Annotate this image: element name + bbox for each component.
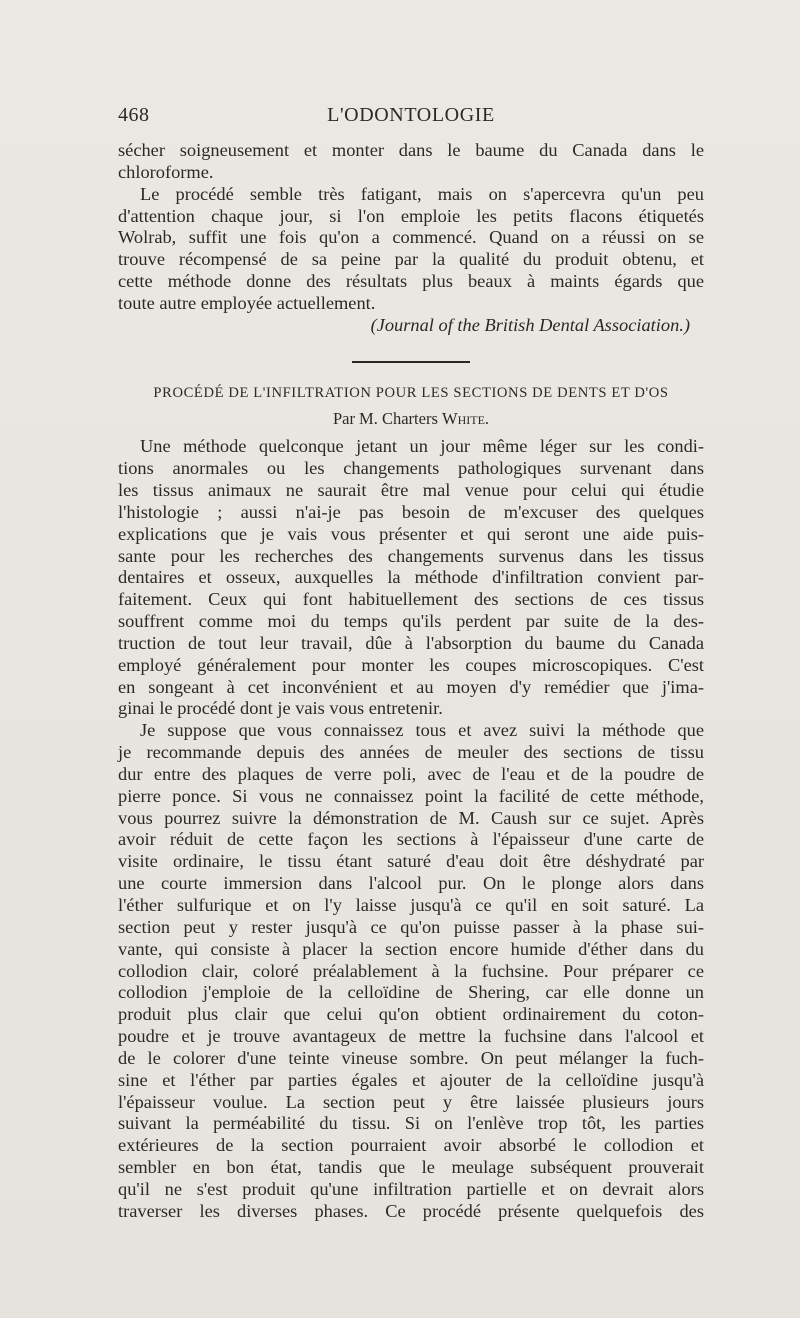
text-line: cette méthode donne des résultats plus beaux à maints égards que: [118, 271, 704, 292]
text-line: extérieures de la section pourraient avoir absorbé le collodion et: [118, 1135, 704, 1156]
text-line: de le colorer d'une teinte vineuse sombre. On peut mélanger la fuch-: [118, 1047, 704, 1068]
text-line: pierre ponce. Si vous ne connaissez point la facilité de cette méthode,: [118, 785, 704, 806]
text-line: poudre et je trouve avantageux de mettre la fuchsine dans l'alcool et: [118, 1026, 704, 1047]
text-line: d'attention chaque jour, si l'on emploie les petits flacons étiquetés: [118, 205, 704, 226]
text-line: suivant la perméabilité du tissu. Si on l'enlève trop tôt, les parties: [118, 1113, 704, 1134]
text-line: explications que je vais vous présenter et qui seront une aide puis-: [118, 523, 704, 544]
text-line: sembler en bon état, tandis que le meulage subséquent prouverait: [118, 1157, 704, 1178]
text-line: avoir réduit de cette façon les sections à l'épaisseur d'une carte de: [118, 829, 704, 850]
page-number: 468: [118, 104, 150, 126]
text-line: dur entre des plaques de verre poli, avec de l'eau et de la poudre de: [118, 763, 704, 784]
section-divider: [352, 361, 470, 363]
page-header: [118, 100, 704, 134]
text-line: vante, qui consiste à placer la section encore humide d'éther dans du: [118, 938, 704, 959]
citation: (Journal of the British Dental Association.): [370, 314, 690, 335]
text-line: sante pour les recherches des changements survenus dans les tissus: [118, 545, 704, 566]
text-line: l'histologie ; aussi n'ai-je pas besoin de m'excuser des quelques: [118, 501, 704, 522]
text-line: souffrent comme moi du temps qu'ils perdent par suite de la des-: [118, 611, 704, 632]
text-line: traverser les diverses phases. Ce procédé présente quelquefois des: [118, 1200, 704, 1221]
text-line: Le procédé semble très fatigant, mais on s'apercevra qu'un peu: [140, 183, 704, 204]
text-line: chloroforme.: [118, 161, 214, 182]
text-line: toute autre employée actuellement.: [118, 292, 376, 313]
text-line: dentaires et osseux, auxquelles la méthode d'infiltration convient par-: [118, 567, 704, 588]
text-line: Je suppose que vous connaissez tous et avez suivi la méthode que: [140, 720, 704, 741]
paragraph-procedure: [118, 184, 704, 315]
text-line: en songeant à cet inconvénient et au moyen d'y remédier que j'ima-: [118, 676, 704, 697]
text-line: collodion clair, coloré préalablement à la fuchsine. Pour préparer ce: [118, 960, 704, 981]
text-line: vous pourrez suivre la démonstration de M. Caush sur ce sujet. Après: [118, 807, 704, 828]
author-name: White.: [442, 409, 490, 429]
text-line: les tissus animaux ne saurait être mal venue pour celui qui étudie: [118, 479, 704, 500]
text-line: collodion j'emploie de la celloïdine de Shering, car elle donne un: [118, 982, 704, 1003]
paragraph-continuation: [118, 140, 704, 184]
text-line: l'épaisseur voulue. La section peut y être laissée plusieurs jours: [118, 1091, 704, 1112]
text-line: tions anormales ou les changements pathologiques survenant dans: [118, 458, 704, 479]
text-line: sine et l'éther par parties égales et ajouter de la celloïdine jusqu'à: [118, 1069, 704, 1090]
text-line: Wolrab, suffit une fois qu'on a commencé. Quand on a réussi on se: [118, 227, 704, 248]
byline-prefix: Par M. Charters: [332, 409, 438, 429]
paragraph-method: [118, 720, 704, 1222]
text-line: truction de tout leur travail, dûe à l'absorption du baume du Canada: [118, 632, 704, 653]
text-line: Une méthode quelconque jetant un jour même léger sur les condi-: [140, 436, 704, 457]
text-line: faitement. Ceux qui font habituellement des sections de ces tissus: [118, 589, 704, 610]
text-line: je recommande depuis des années de meuler des sections de tissu: [118, 742, 704, 763]
text-line: employé généralement pour monter les coupes microscopiques. C'est: [118, 654, 704, 675]
text-line: qu'il ne s'est produit qu'une infiltration partielle et on devrait alors: [118, 1178, 704, 1199]
paragraph-intro: [118, 436, 704, 720]
text-line: sécher soigneusement et monter dans le baume du Canada dans le: [118, 140, 704, 160]
author-byline: [118, 408, 704, 430]
text-line: visite ordinaire, le tissu étant saturé d'eau doit être déshydraté par: [118, 851, 704, 872]
section-title: PROCÉDÉ DE L'INFILTRATION POUR LES SECTIONS DE DENTS ET D'OS: [153, 384, 669, 401]
page-content: [118, 140, 704, 1223]
text-line: l'éther sulfurique et on l'y laisse jusqu'à ce qu'il en soit saturé. La: [118, 895, 704, 915]
text-line: trouve récompensé de sa peine par la qualité du produit obtenu, et: [118, 249, 704, 270]
text-line: section peut y rester jusqu'à ce qu'on puisse passer à la phase sui-: [118, 916, 704, 937]
text-line: ginai le procédé dont je vais vous entretenir.: [118, 698, 443, 719]
running-title: L'ODONTOLOGIE: [327, 104, 495, 126]
text-line: produit plus clair que celui qu'on obtient ordinairement du coton-: [118, 1004, 704, 1025]
text-line: une courte immersion dans l'alcool pur. On le plonge alors dans: [118, 873, 704, 894]
